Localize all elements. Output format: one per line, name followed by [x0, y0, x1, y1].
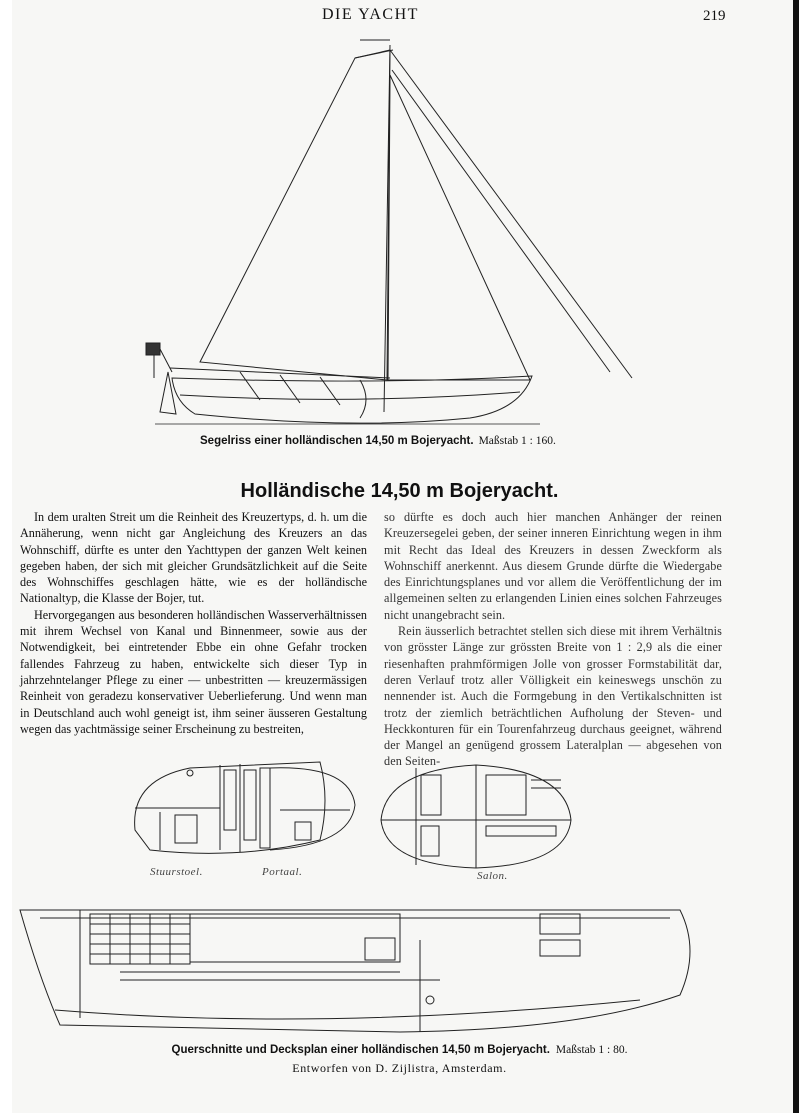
right-column [384, 509, 722, 770]
deck-plan-caption-scale: Maßstab 1 : 80. [555, 1044, 628, 1056]
paragraph: In dem uralten Streit um die Reinheit des Kreuzertyps, d. h. um die Annäherung, wenn nicht gar Angleichung des Kreuzers an das Wohnschiff, dürfte es unter den Yachttypen der ganzen Welt keinen gegeben haben, der sich mit gleicher Grundsätzlichkeit auf die Seite des Wohnschiffes geschlagen hätte, wie es der holländische Nationaltyp, die Klasse der Bojer, tut. [20, 510, 367, 606]
sail-plan-caption-title: Segelriss einer holländischen 14,50 m Bojeryacht. [200, 435, 474, 447]
paragraph: so dürfte es doch auch hier manchen Anhänger der reinen Kreuzersegelei geben, der seiner inneren Einrichtung wegen in ihm mit Recht das Ideal des Kreuzers in dessen Zweckform als Wohnschiff anerkennt. Aus diesem Grunde dürfte die Wiedergabe des Einrichtungsplanes und vor allem die Veröffentlichung der im allgemeinen selten zu erlangenden Linien eines solchen Fahrzeuges nicht unangebracht sein. [384, 510, 722, 622]
sail-plan-drawing [0, 0, 799, 440]
paragraph: Hervorgegangen aus besonderen holländischen Wasserverhältnissen mit ihrem Wechsel von Kanal und Binnenmeer, sowie aus der Notwendigkeit, bei eintretender Ebbe ein ohne Gefahr trocken fallendes Fahrzeug zu haben, entwickelte sich dieser Typ in jahrzehntelanger Pflege zu einer — unbestritten — kreuzermässigen Reinheit von geradezu konservativer Ueberlieferung. Und wenn man in Deutschland auch wohl geneigt ist, ihm seiner äusseren Gestaltung wegen das yachtmässige seiner Erscheinung zu bestreiten, [20, 607, 367, 736]
page-number: 219 [703, 8, 726, 24]
deck-plan-caption-title: Querschnitte und Decksplan einer holländischen 14,50 m Bojeryacht. [171, 1044, 550, 1056]
paragraph: Rein äusserlich betrachtet stellen sich diese mit ihrem Verhältnis von grösster Länge zur grössten Breite von 1 : 2,9 als die einer riesenhaften prahmförmigen Jolle von grosser Formstabilität dar, deren Verlauf trotz aller Völligkeit ein keineswegs unschön zu nennender ist. Auch die Formgebung in den Vertikalschnitten ist trotz der ziemlich beträchtlichen Aufholung der Steven- und Heckkonturen für ein Tourenfahrzeug durchaus geeignet, während der Mangel an genügend grossem Lateralplan — abgesehen von den Seiten- [384, 624, 722, 769]
cross-section-right-drawing [376, 760, 576, 880]
left-column [20, 509, 367, 737]
deck-plan-caption [0, 1044, 799, 1056]
sail-plan-caption [200, 435, 556, 447]
designer-credit: Entworfen von D. Zijlistra, Amsterdam. [292, 1061, 507, 1075]
article-title: Holländische 14,50 m Bojeryacht. [240, 480, 559, 502]
label-stuurstoel: Stuurstoel. [150, 866, 203, 878]
journal-title: DIE YACHT [322, 6, 419, 23]
label-portaal: Portaal. [262, 866, 303, 878]
label-salon: Salon. [477, 870, 508, 882]
deck-plan-drawing [20, 900, 710, 1040]
sail-plan-caption-scale: Maßstab 1 : 160. [478, 435, 556, 447]
